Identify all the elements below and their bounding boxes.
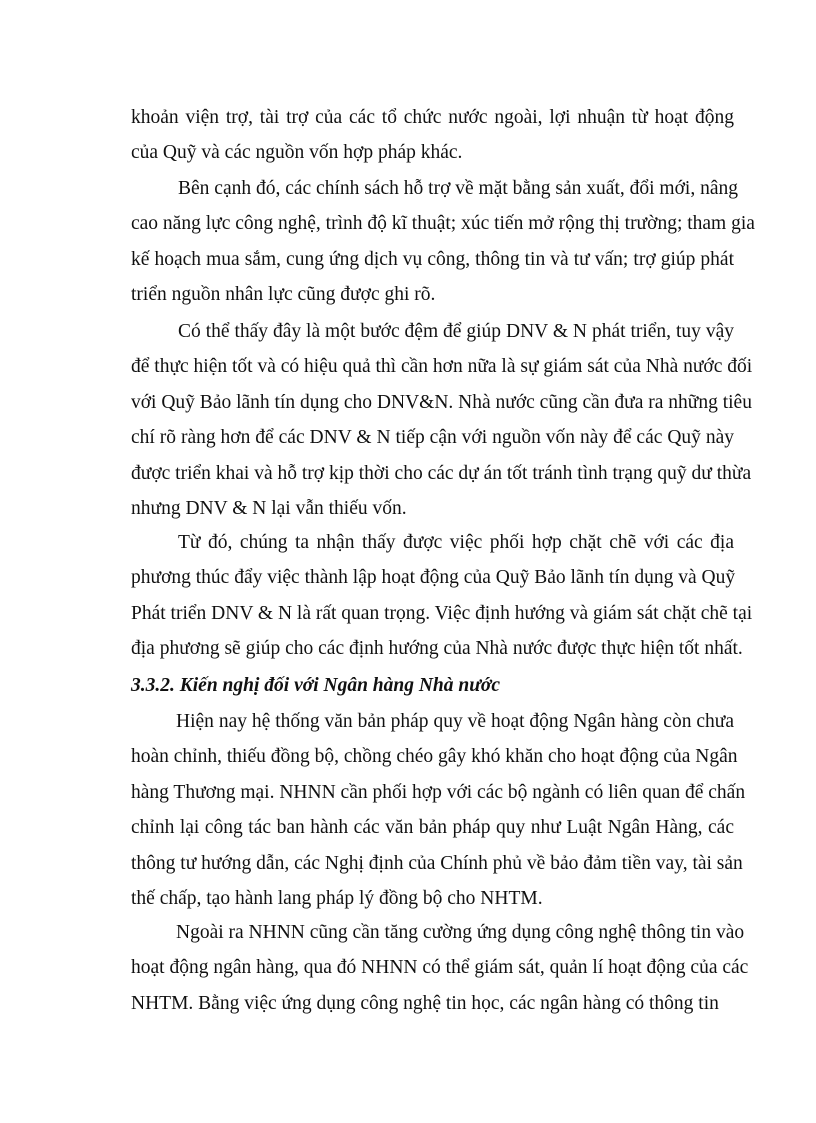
paragraph-6 [131,915,749,1021]
text-line: được triển khai và hỗ trợ kịp thời cho các dự án tốt tránh tình trạng quỹ dư thừa [131,462,752,484]
text-line: Phát triển DNV & N là rất quan trọng. Việc định hướng và giám sát chặt chẽ tại [131,602,753,624]
text-line: Có thể thấy đây là một bước đệm để giúp DNV & N phát triển, tuy vậy [178,321,734,342]
text-line: để thực hiện tốt và có hiệu quả thì cần hơn nữa là sự giám sát của Nhà nước đối [131,356,753,378]
text-line: kế hoạch mua sắm, cung ứng dịch vụ công, thông tin và tư vấn; trợ giúp phát [131,248,734,270]
text-line: thế chấp, tạo hành lang pháp lý đồng bộ cho NHTM. [131,888,543,910]
text-line: cao năng lực công nghệ, trình độ kĩ thuật; xúc tiến mở rộng thị trường; tham gia [131,213,755,235]
paragraph-3 [131,314,753,526]
text-line: Hiện nay hệ thống văn bản pháp quy về hoạt động Ngân hàng còn chưa [176,711,734,732]
text-line: NHTM. Bằng việc ứng dụng công nghệ tin học, các ngân hàng có thông tin [131,992,719,1014]
text-line: hàng Thương mại. NHNN cần phối hợp với các bộ ngành có liên quan để chấn [131,781,746,803]
text-line: hoạt động ngân hàng, qua đó NHNN có thể giám sát, quản lí hoạt động của các [131,957,749,979]
paragraph-5 [131,704,746,916]
paragraph-4 [131,525,753,667]
text-line: nhưng DNV & N lại vẫn thiếu vốn. [131,498,407,520]
text-line: chí rõ ràng hơn để các DNV & N tiếp cận với nguồn vốn này để các Quỹ này [131,427,734,449]
text-line: triển nguồn nhân lực cũng được ghi rõ. [131,284,436,306]
paragraph-2 [131,171,755,313]
text-line: thông tư hướng dẫn, các Nghị định của Chính phủ về bảo đảm tiền vay, tài sản [131,852,743,874]
text-line: Ngoài ra NHNN cũng cần tăng cường ứng dụng công nghệ thông tin vào [176,922,745,943]
text-line: khoản viện trợ, tài trợ của các tổ chức nước ngoài, lợi nhuận từ hoạt động [131,107,734,128]
section-heading: 3.3.2. Kiến nghị đối với Ngân hàng Nhà nước [131,675,501,696]
text-line: của Quỹ và các nguồn vốn hợp pháp khác. [131,142,463,164]
text-line: Bên cạnh đó, các chính sách hỗ trợ về mặt bằng sản xuất, đổi mới, nâng [178,178,738,199]
text-line: phương thúc đẩy việc thành lập hoạt động của Quỹ Bảo lãnh tín dụng và Quỹ [131,567,736,589]
text-line: chỉnh lại công tác ban hành các văn bản pháp quy như Luật Ngân Hàng, các [131,817,734,839]
text-line: với Quỹ Bảo lãnh tín dụng cho DNV&N. Nhà nước cũng cần đưa ra những tiêu [131,391,752,413]
text-line: Từ đó, chúng ta nhận thấy được việc phối hợp chặt chẽ với các địa [178,532,734,553]
text-line: hoàn chỉnh, thiếu đồng bộ, chồng chéo gây khó khăn cho hoạt động của Ngân [131,746,738,768]
paragraph-1 [131,100,734,171]
text-line: địa phương sẽ giúp cho các định hướng của Nhà nước được thực hiện tốt nhất. [131,638,743,660]
